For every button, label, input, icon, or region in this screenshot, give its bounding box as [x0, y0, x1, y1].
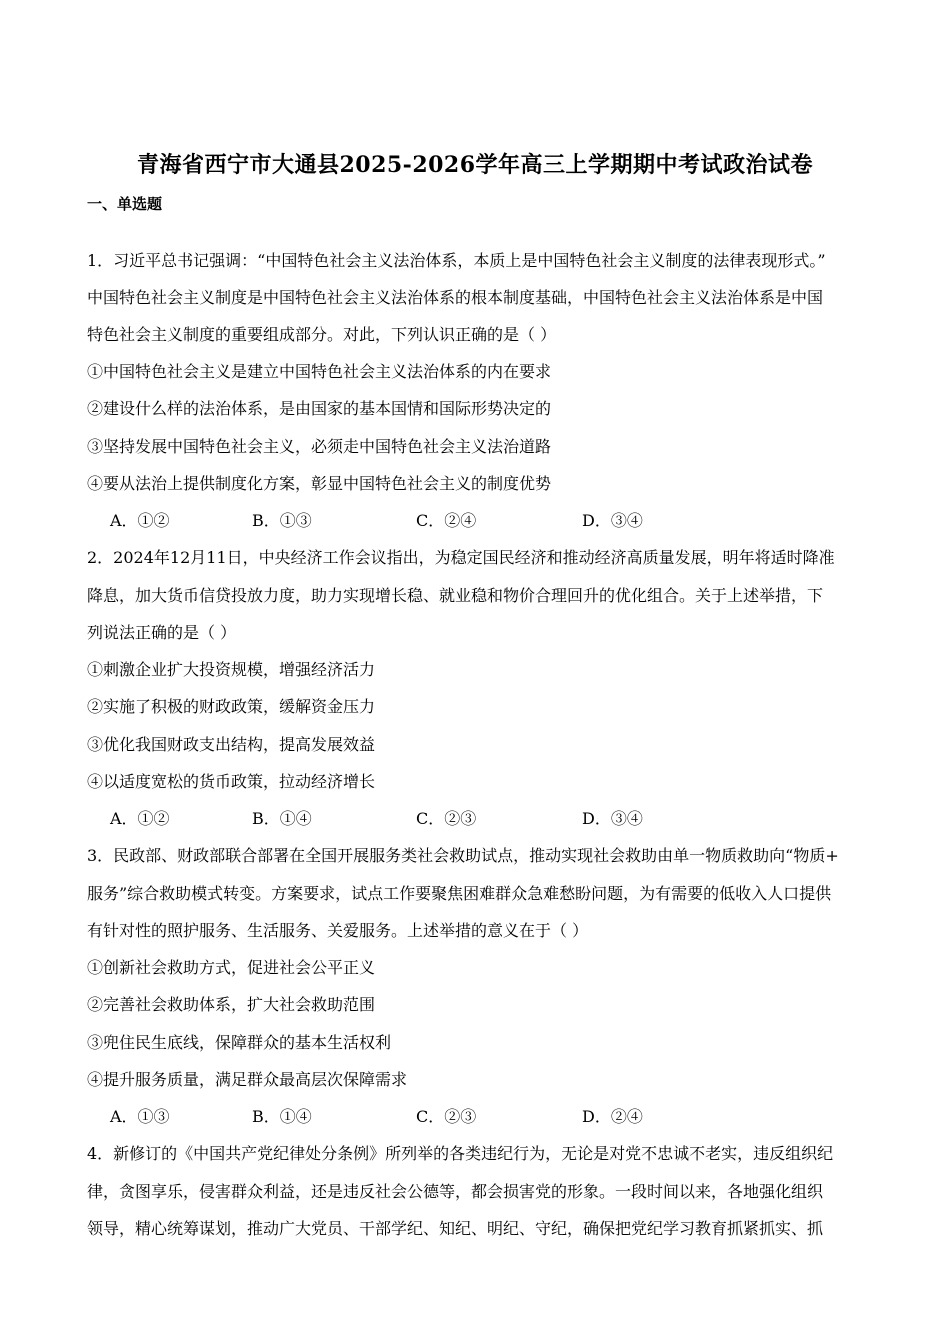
question-4-line-2: 律，贪图享乐，侵害群众利益，还是违反社会公德等，都会损害党的形象。一段时间以来，各地强化组织	[87, 1182, 824, 1201]
question-1-option-b[interactable]: B．①③	[252, 511, 312, 530]
question-3-option-b[interactable]: B．①④	[252, 1107, 312, 1126]
question-2-line-1: 2．2024年12月11日，中央经济工作会议指出，为稳定国民经济和推动经济高质量发展，明年将适时降准	[87, 548, 835, 567]
question-3-line-2: 服务”综合救助模式转变。方案要求，试点工作要聚焦困难群众急难愁盼问题，为有需要的低收入人口提供	[87, 884, 832, 903]
question-3-line-1: 3．民政部、财政部联合部署在全国开展服务类社会救助试点，推动实现社会救助由单一物质救助向“物质+	[87, 846, 839, 865]
question-3-statement-1: ①创新社会救助方式，促进社会公平正义	[87, 958, 376, 977]
question-3-statement-2: ②完善社会救助体系，扩大社会救助范围	[87, 995, 376, 1014]
question-2-option-b[interactable]: B．①④	[252, 809, 312, 828]
question-2-option-d[interactable]: D．③④	[582, 809, 643, 828]
question-3-option-d[interactable]: D．②④	[582, 1107, 643, 1126]
question-2-line-3: 列说法正确的是（ ）	[87, 623, 237, 642]
question-2-options	[110, 809, 810, 829]
question-1-statement-2: ②建设什么样的法治体系，是由国家的基本国情和国际形势决定的	[87, 399, 552, 418]
question-2-statement-1: ①刺激企业扩大投资规模，增强经济活力	[87, 660, 376, 679]
question-3-options	[110, 1107, 810, 1127]
question-3-option-c[interactable]: C．②③	[416, 1107, 477, 1126]
question-2-statement-3: ③优化我国财政支出结构，提高发展效益	[87, 735, 376, 754]
question-1-option-a[interactable]: A．①②	[110, 511, 170, 530]
question-1-option-d[interactable]: D．③④	[582, 511, 643, 530]
question-1-line-2: 中国特色社会主义制度是中国特色社会主义法治体系的根本制度基础，中国特色社会主义法治体系是中国	[87, 288, 824, 307]
question-4-line-3: 领导，精心统筹谋划，推动广大党员、干部学纪、知纪、明纪、守纪，确保把党纪学习教育抓紧抓实、抓	[87, 1219, 824, 1238]
question-3-statement-4: ④提升服务质量，满足群众最高层次保障需求	[87, 1070, 408, 1089]
question-2-statement-4: ④以适度宽松的货币政策，拉动经济增长	[87, 772, 376, 791]
section-heading: 一、单选题	[87, 195, 163, 213]
question-3-option-a[interactable]: A．①③	[110, 1107, 170, 1126]
question-2-option-c[interactable]: C．②③	[416, 809, 477, 828]
page-title: 青海省西宁市大通县2025-2026学年高三上学期期中考试政治试卷	[136, 152, 814, 178]
question-1-statement-4: ④要从法治上提供制度化方案，彰显中国特色社会主义的制度优势	[87, 474, 552, 493]
question-2-statement-2: ②实施了积极的财政政策，缓解资金压力	[87, 697, 376, 716]
question-3-line-3: 有针对性的照护服务、生活服务、关爱服务。上述举措的意义在于（ ）	[87, 921, 589, 940]
question-1-line-1: 1．习近平总书记强调：“中国特色社会主义法治体系，本质上是中国特色社会主义制度的法律表现形式。”	[87, 251, 826, 270]
question-2-option-a[interactable]: A．①②	[110, 809, 170, 828]
question-3-statement-3: ③兜住民生底线，保障群众的基本生活权利	[87, 1033, 392, 1052]
question-4-line-1: 4．新修订的《中国共产党纪律处分条例》所列举的各类违纪行为，无论是对党不忠诚不老实，违反组织纪	[87, 1144, 834, 1163]
question-1-statement-3: ③坚持发展中国特色社会主义，必须走中国特色社会主义法治道路	[87, 437, 552, 456]
question-1-option-c[interactable]: C．②④	[416, 511, 477, 530]
question-1-options	[110, 511, 810, 531]
question-1-line-3: 特色社会主义制度的重要组成部分。对此，下列认识正确的是（ ）	[87, 325, 557, 344]
question-1-statement-1: ①中国特色社会主义是建立中国特色社会主义法治体系的内在要求	[87, 362, 552, 381]
question-2-line-2: 降息，加大货币信贷投放力度，助力实现增长稳、就业稳和物价合理回升的优化组合。关于上述举措，下	[87, 586, 824, 605]
